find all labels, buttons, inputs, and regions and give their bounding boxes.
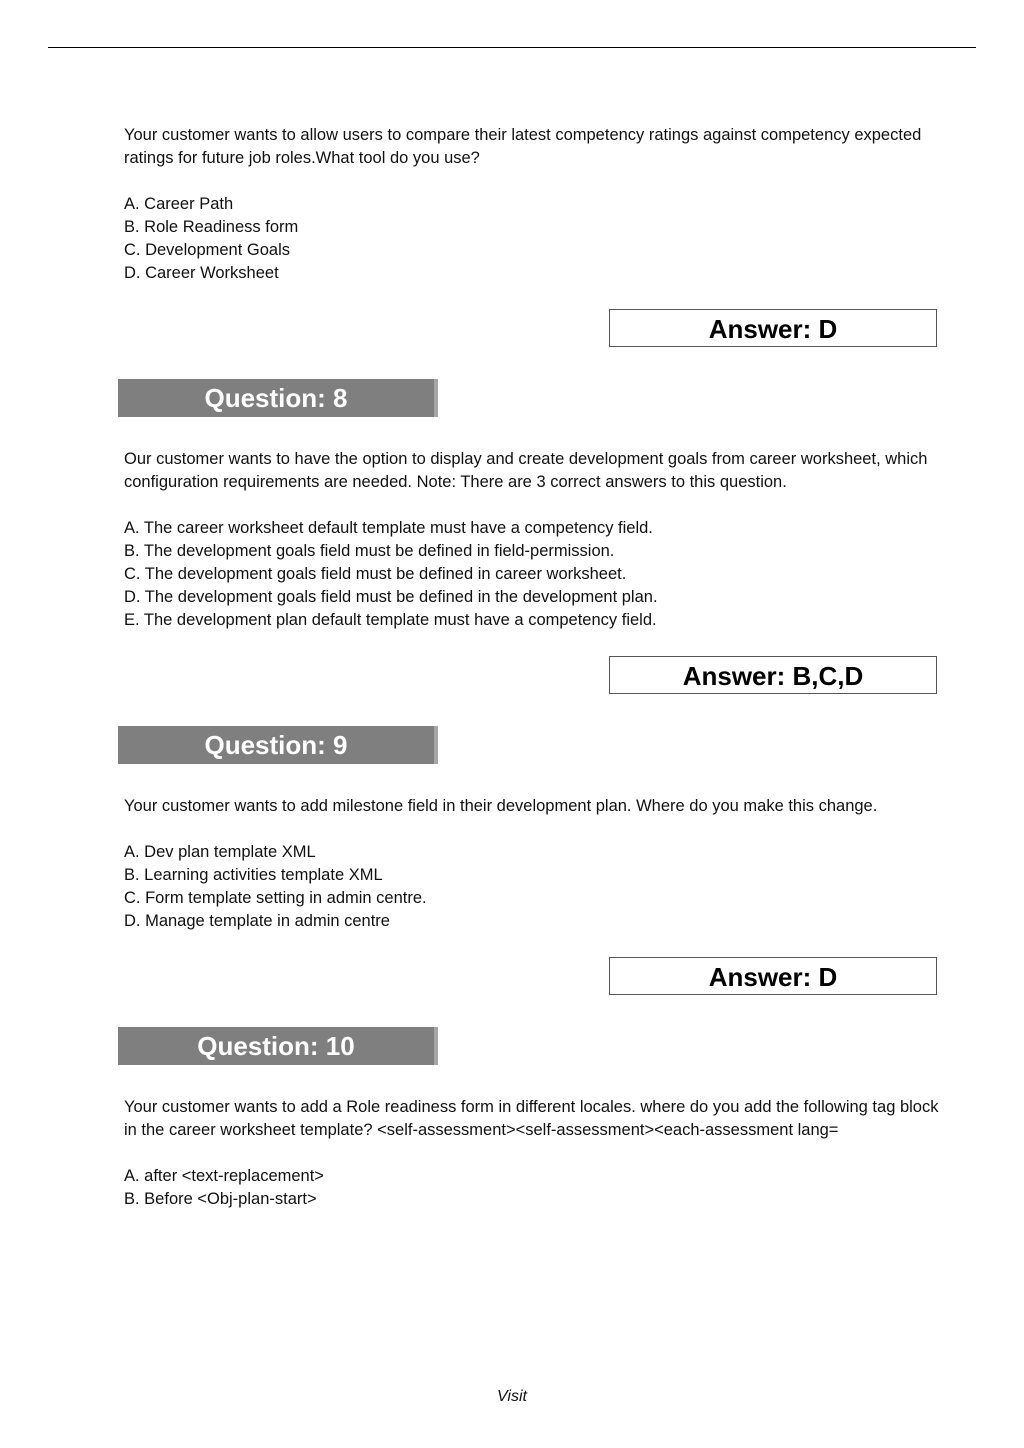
question-10-header: Question: 10 — [118, 1027, 438, 1065]
option-item: A. Career Path — [124, 195, 234, 213]
option-item: D. Career Worksheet — [124, 264, 279, 282]
question-9-answer: Answer: D — [609, 957, 937, 995]
option-item: C. The development goals field must be defined in career worksheet. — [124, 565, 627, 583]
option-item: C. Form template setting in admin centre. — [124, 889, 427, 907]
option-item: C. Development Goals — [124, 241, 290, 259]
option-item: D. Manage template in admin centre — [124, 912, 390, 930]
option-item: B. Role Readiness form — [124, 218, 299, 236]
option-item: B. Before <Obj-plan-start> — [124, 1190, 317, 1208]
option-item: A. after <text-replacement> — [124, 1167, 324, 1185]
question-7-text: Your customer wants to allow users to compare their latest competency ratings against competency expected ratings for future job roles.What tool do you use? — [124, 126, 922, 167]
question-10-text: Your customer wants to add a Role readiness form in different locales. where do you add the following tag block in the career worksheet template? <self-assessment><self-assessment><each-assessment lang= — [124, 1098, 939, 1139]
option-item: D. The development goals field must be defined in the development plan. — [124, 588, 658, 606]
question-10-block — [124, 1096, 954, 1211]
question-8-block — [124, 448, 954, 632]
footer-visit-text: Visit — [497, 1388, 527, 1405]
question-7-block — [124, 124, 954, 285]
question-9-text: Your customer wants to add milestone field in their development plan. Where do you make this change. — [124, 797, 878, 815]
question-10-options — [124, 1165, 954, 1211]
question-7-answer: Answer: D — [609, 309, 937, 347]
option-item: B. The development goals field must be defined in field-permission. — [124, 542, 615, 560]
question-8-header: Question: 8 — [118, 379, 438, 417]
question-8-answer: Answer: B,C,D — [609, 656, 937, 694]
question-9-block — [124, 795, 954, 933]
question-9-header: Question: 9 — [118, 726, 438, 764]
question-7-options — [124, 193, 954, 285]
top-divider — [48, 47, 976, 48]
option-item: A. Dev plan template XML — [124, 843, 316, 861]
option-item: A. The career worksheet default template must have a competency field. — [124, 519, 653, 537]
option-item: E. The development plan default template must have a competency field. — [124, 611, 657, 629]
option-item: B. Learning activities template XML — [124, 866, 383, 884]
question-8-text: Our customer wants to have the option to display and create development goals from career worksheet, which configuration requirements are needed. Note: There are 3 correct answers to this question. — [124, 450, 928, 491]
question-8-options — [124, 517, 954, 632]
question-9-options — [124, 841, 954, 933]
